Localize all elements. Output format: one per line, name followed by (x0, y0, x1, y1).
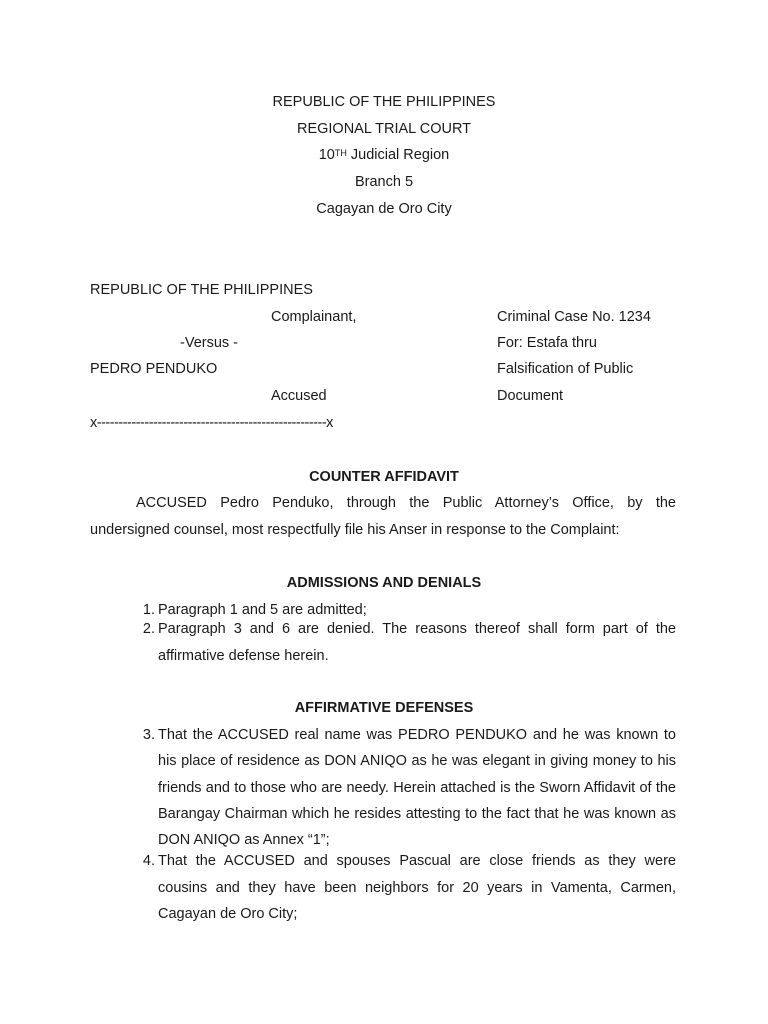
list-item-text: That the ACCUSED and spouses Pascual are close friends as they were cousins and they have been neighbors for 20 years in Vamenta, Carmen, Cagayan de Oro City; (158, 853, 676, 922)
header-branch: Branch 5 (354, 174, 414, 190)
header-region-number: 10 (318, 147, 335, 163)
caption-complainant: Complainant, (271, 309, 357, 325)
document-title: COUNTER AFFIDAVIT (309, 469, 459, 485)
caption-accused: Accused (271, 388, 327, 404)
header-region-superscript: TH (334, 148, 347, 158)
header-region (0, 146, 768, 164)
caption-case-number: Criminal Case No. 1234 (497, 309, 651, 325)
admissions-heading: ADMISSIONS AND DENIALS (286, 575, 482, 591)
caption-defendant: PEDRO PENDUKO (90, 361, 218, 377)
defenses-heading: AFFIRMATIVE DEFENSES (294, 700, 474, 716)
header-region-text: Judicial Region (346, 147, 450, 163)
list-item-text: Paragraph 3 and 6 are denied. The reasons thereof shall form part of the affirmative defense herein. (158, 621, 676, 664)
caption-offense-line-3: Document (497, 388, 564, 404)
header-city: Cagayan de Oro City (316, 201, 452, 217)
caption-offense-line-2: Falsification of Public (497, 361, 634, 377)
list-item-text: That the ACCUSED real name was PEDRO PENDUKO and he was known to his place of residence as DON ANIQO as he was elegant in giving money to his friends and to those who are needy. Herein attached is the Sworn Affidavit of the Barangay Chairman which he resides attesting to the fact that he was known as DON ANIQO as Annex “1”; (158, 727, 676, 849)
intro-paragraph: ACCUSED Pedro Penduko, through the Public Attorney’s Office, by the undersigned counsel, most respectfully file his Anser in response to the Complaint: (90, 495, 676, 538)
caption-plaintiff: REPUBLIC OF THE PHILIPPINES (90, 282, 313, 298)
caption-offense-line-1: For: Estafa thru (497, 335, 597, 351)
caption-versus: -Versus - (180, 335, 239, 351)
list-item-number: 2. (142, 621, 155, 637)
list-item-number: 1. (142, 602, 155, 618)
header-court: REGIONAL TRIAL COURT (296, 121, 472, 137)
header-republic: REPUBLIC OF THE PHILIPPINES (272, 94, 496, 110)
list-item-text: Paragraph 1 and 5 are admitted; (158, 602, 367, 618)
caption-separator: x-----------------------------------------------------x (90, 415, 333, 431)
list-item-number: 4. (142, 853, 155, 869)
list-item-number: 3. (142, 727, 155, 743)
